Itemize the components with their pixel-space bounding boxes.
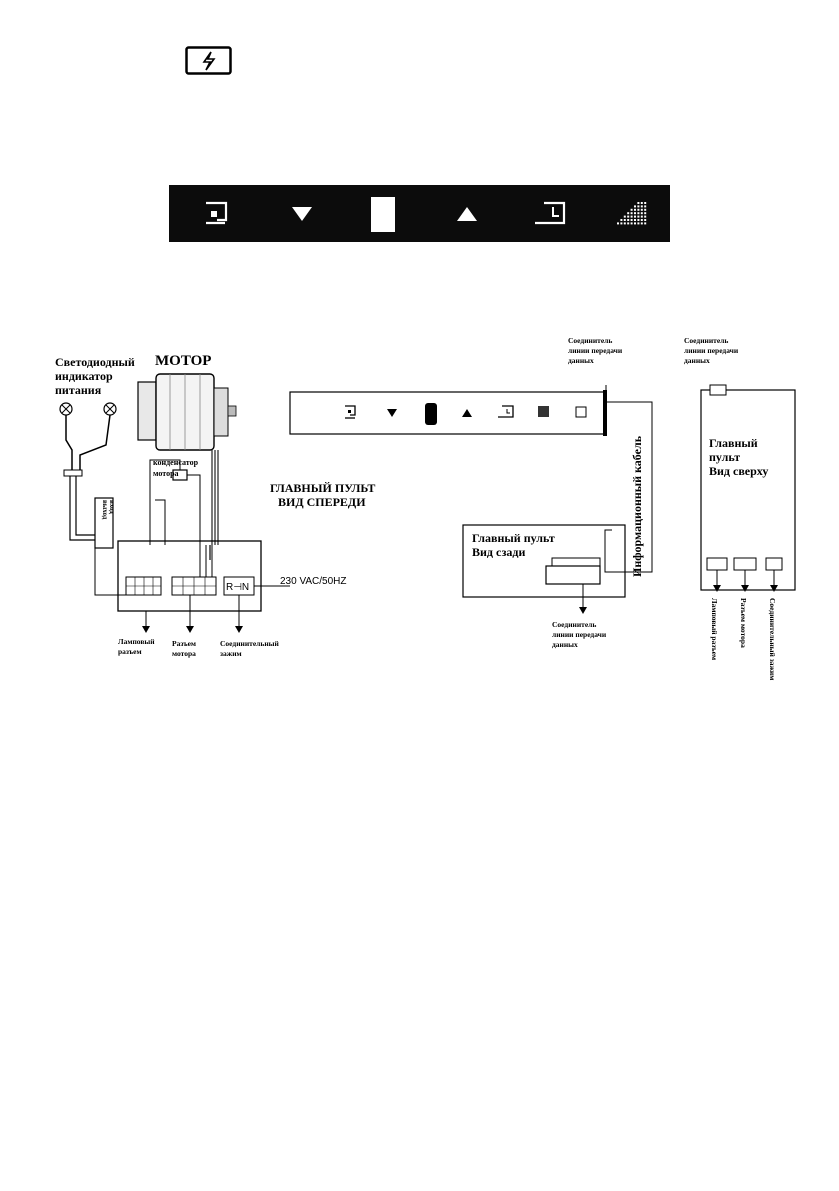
top-panel-label-3: Вид сверху [709, 464, 769, 478]
data-connector-right-2: линии передачи [684, 346, 739, 355]
square-button-icon [576, 407, 586, 417]
control-bar [169, 185, 670, 242]
fan-speed-dot [631, 219, 633, 221]
data-connector-bottom-1: Соединитель [552, 620, 597, 629]
fan-speed-icon[interactable] [617, 202, 646, 224]
data-connector-top-3: данных [568, 356, 594, 365]
up-arrow-icon [462, 409, 472, 417]
top-data-connector [710, 385, 726, 395]
rear-panel-label-2: Вид сзади [472, 545, 526, 559]
fan-speed-dot [644, 219, 646, 221]
small-panel-icons [345, 403, 586, 425]
front-panel-label-2: ВИД СПЕРЕДИ [278, 495, 366, 509]
capacitor-label-2: мотора [153, 469, 179, 478]
fan-speed-icon [538, 406, 549, 417]
rotated-clamp-label: Соединительный зажим [768, 598, 777, 681]
timer-icon[interactable] [535, 203, 564, 223]
power-icon [185, 46, 235, 76]
fan-speed-dot [637, 222, 639, 224]
fan-speed-dot [620, 219, 622, 221]
led-indicator-icon [60, 403, 116, 415]
fan-speed-dot [624, 222, 626, 224]
capacitor-label-1: конденсатор [153, 458, 199, 467]
clamp-label-1: Соединительный [220, 639, 279, 648]
fan-speed-dot [617, 222, 619, 224]
terminal-label: R⊣N [226, 582, 250, 593]
display-icon[interactable] [371, 197, 395, 232]
fan-speed-dot [627, 222, 629, 224]
wiring-diagram [0, 330, 839, 690]
fan-speed-dot [631, 212, 633, 214]
data-connector-right-1: Соединитель [684, 336, 729, 345]
fan-speed-dot [641, 209, 643, 211]
fan-speed-dot [641, 219, 643, 221]
rear-panel-label-1: Главный пульт [472, 531, 555, 545]
fan-speed-dot [637, 202, 639, 204]
fan-speed-dot [634, 209, 636, 211]
fan-speed-dot [631, 222, 633, 224]
main-panel-top [701, 390, 795, 590]
fan-speed-dot [637, 209, 639, 211]
control-bar-icons [169, 185, 670, 242]
light-icon[interactable] [206, 203, 226, 223]
switch-box-label-2: вход [108, 500, 116, 514]
voltage-label: 230 VAC/50HZ [280, 576, 347, 587]
lamp-connector-label-2: разъем [118, 647, 142, 656]
rotated-motor-label: Разъем мотора [739, 598, 748, 648]
lamp-connector-label-1: Ламповый [118, 637, 155, 646]
data-connector-top-1: Соединитель [568, 336, 613, 345]
data-connector-top-2: линии передачи [568, 346, 623, 355]
fan-speed-dot [627, 212, 629, 214]
fan-speed-dot [627, 216, 629, 218]
fan-speed-dot [634, 222, 636, 224]
fan-speed-dot [634, 212, 636, 214]
fan-speed-dot [644, 222, 646, 224]
fan-speed-dot [637, 219, 639, 221]
fan-speed-dot [637, 212, 639, 214]
fan-speed-dot [641, 212, 643, 214]
fan-speed-dot [644, 216, 646, 218]
motor-connector-label-2: мотора [172, 649, 196, 658]
fan-speed-dot [637, 216, 639, 218]
down-arrow-icon[interactable] [292, 207, 312, 221]
fan-speed-dot [644, 209, 646, 211]
top-panel-label-1: Главный [709, 436, 758, 450]
fan-speed-dot [624, 216, 626, 218]
info-cable-label: Информационный кабель [630, 435, 644, 577]
fan-speed-dot [637, 205, 639, 207]
data-connector-bottom-3: данных [552, 640, 578, 649]
fan-speed-dot [631, 216, 633, 218]
fan-speed-dot [644, 205, 646, 207]
fan-speed-dot [634, 219, 636, 221]
display-icon [425, 403, 437, 425]
up-arrow-icon[interactable] [457, 207, 477, 221]
fan-speed-dot [641, 216, 643, 218]
fan-speed-dot [641, 205, 643, 207]
timer-icon [498, 406, 513, 417]
light-icon [345, 406, 355, 418]
motor-label: МОТОР [155, 353, 212, 369]
led-label-1: Светодиодный [55, 355, 135, 369]
motor-icon [138, 374, 236, 450]
fan-speed-dot [641, 222, 643, 224]
down-arrow-icon [387, 409, 397, 417]
led-label-3: питания [55, 383, 102, 397]
fan-speed-dot [634, 205, 636, 207]
small-control-panel [290, 392, 606, 434]
led-label-2: индикатор [55, 369, 113, 383]
switch-box-label: выход [101, 500, 109, 520]
fan-speed-dot [644, 202, 646, 204]
top-panel-label-2: пульт [709, 450, 741, 464]
fan-speed-dot [634, 216, 636, 218]
clamp-label-2: зажим [220, 649, 242, 658]
rotated-lamp-label: Ламповый разъем [710, 598, 719, 661]
data-connector-right-3: данных [684, 356, 710, 365]
fan-speed-dot [641, 202, 643, 204]
fan-speed-dot [624, 219, 626, 221]
motor-connector-label-1: Разъем [172, 639, 197, 648]
fan-speed-dot [627, 219, 629, 221]
front-panel-label-1: ГЛАВНЫЙ ПУЛЬТ [270, 481, 376, 495]
fan-speed-dot [631, 209, 633, 211]
fan-speed-dot [644, 212, 646, 214]
fan-speed-dot [620, 222, 622, 224]
data-connector-bottom-2: линии передачи [552, 630, 607, 639]
rear-data-connector [546, 566, 600, 584]
